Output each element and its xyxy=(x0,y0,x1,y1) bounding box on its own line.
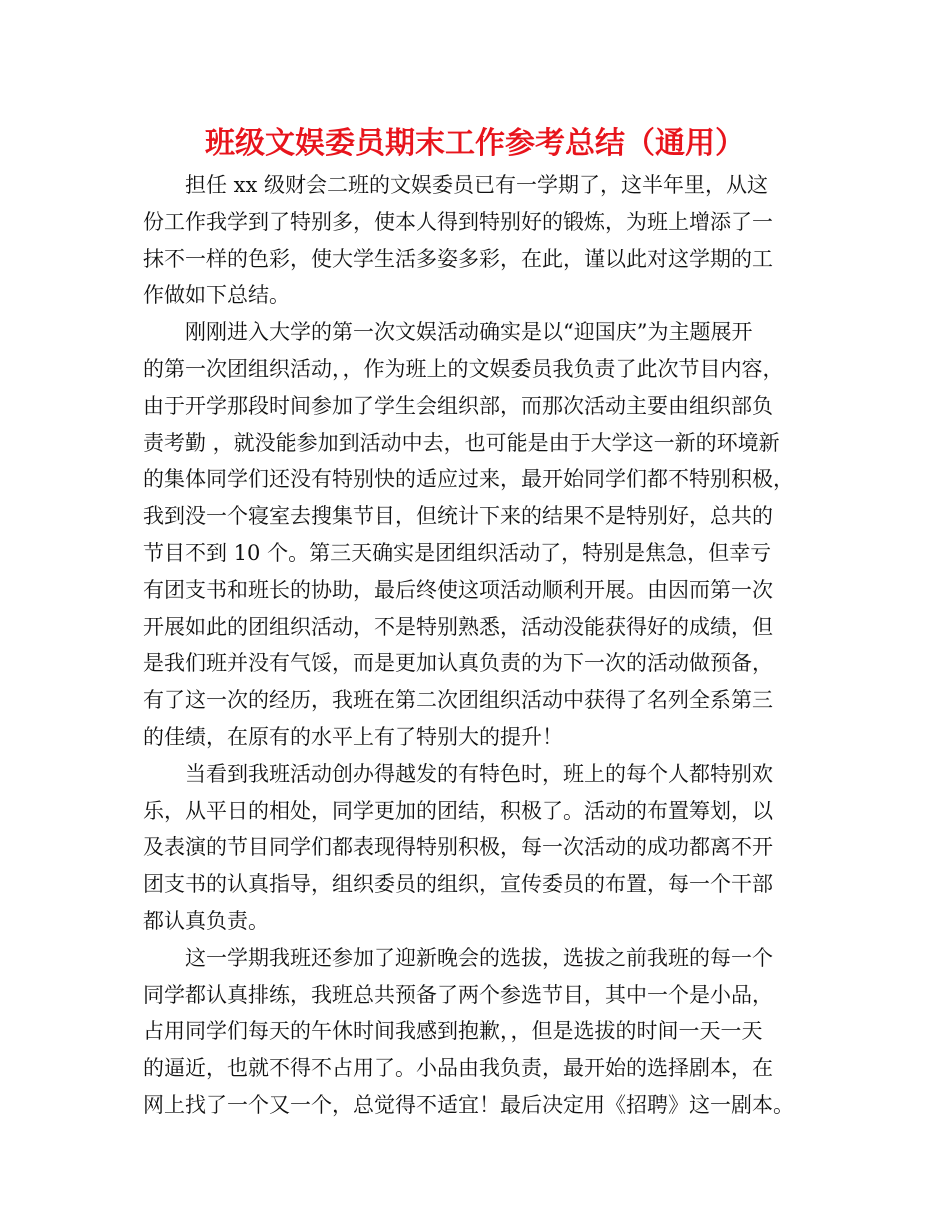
paragraph-4-line: 这一学期我班还参加了迎新晚会的选拔，选拔之前我班的每一个 xyxy=(185,945,773,970)
paragraph-1-line: 抹不一样的色彩，使大学生活多姿多彩，在此，谨以此对这学期的工 xyxy=(143,246,773,271)
paragraph-2-line: 节目不到 10 个。第三天确实是团组织活动了，特别是焦急，但幸亏 xyxy=(143,540,772,565)
paragraph-2-line: 的佳绩，在原有的水平上有了特别大的提升！ xyxy=(143,724,563,749)
paragraph-1-line: 担任 xx 级财会二班的文娱委员已有一学期了，这半年里，从这 xyxy=(185,173,769,197)
document-body xyxy=(143,167,833,1124)
paragraph-1-line: 份工作我学到了特别多，使本人得到特别好的锻炼，为班上增添了一 xyxy=(143,209,773,234)
paragraph-4-line: 网上找了一个又一个，总觉得不适宜！最后决定用《招聘》这一剧本。 xyxy=(143,1092,794,1117)
paragraph-2-line: 责考勤 ，就没能参加到活动中去，也可能是由于大学这一新的环境新 xyxy=(143,430,780,455)
paragraph-2-line: 有团支书和班长的协助，最后终使这项活动顺利开展。由因而第一次 xyxy=(143,577,773,602)
paragraph-2-line: 的第一次团组织活动，，作为班上的文娱委员我负责了此次节目内容， xyxy=(143,356,784,381)
document-title: 班级文娱委员期末工作参考总结（通用） xyxy=(205,126,745,161)
paragraph-2-line: 是我们班并没有气馁，而是更加认真负责的为下一次的活动做预备， xyxy=(143,651,773,676)
paragraph-2-line: 的集体同学们还没有特别快的适应过来，最开始同学们都不特别积极， xyxy=(143,467,794,492)
paragraph-3-line: 都认真负责。 xyxy=(143,908,269,933)
paragraph-2-line: 我到没一个寝室去搜集节目，但统计下来的结果不是特别好，总共的 xyxy=(143,504,773,529)
paragraph-2-line: 刚刚进入大学的第一次文娱活动确实是以“迎国庆”为主题展开 xyxy=(185,320,753,345)
paragraph-3-line: 及表演的节目同学们都表现得特别积极，每一次活动的成功都离不开 xyxy=(143,835,773,860)
paragraph-2-line: 开展如此的团组织活动，不是特别熟悉，活动没能获得好的成绩，但 xyxy=(143,614,773,639)
paragraph-3-line: 当看到我班活动创办得越发的有特色时，班上的每个人都特别欢 xyxy=(185,761,773,786)
paragraph-2-line: 有了这一次的经历，我班在第二次团组织活动中获得了名列全系第三 xyxy=(143,688,773,713)
paragraph-2-line: 由于开学那段时间参加了学生会组织部，而那次活动主要由组织部负 xyxy=(143,393,773,418)
paragraph-3-line: 乐，从平日的相处，同学更加的团结，积极了。活动的布置筹划，以 xyxy=(143,798,773,823)
paragraph-4-line: 的逼近，也就不得不占用了。小品由我负责，最开始的选择剧本，在 xyxy=(143,1056,773,1081)
paragraph-3-line: 团支书的认真指导，组织委员的组织，宣传委员的布置，每一个干部 xyxy=(143,872,773,897)
paragraph-4-line: 占用同学们每天的午休时间我感到抱歉，，但是选拔的时间一天一天 xyxy=(143,1019,763,1044)
paragraph-1-line: 作做如下总结。 xyxy=(143,283,290,308)
paragraph-4-line: 同学都认真排练，我班总共预备了两个参选节目，其中一个是小品， xyxy=(143,982,773,1007)
